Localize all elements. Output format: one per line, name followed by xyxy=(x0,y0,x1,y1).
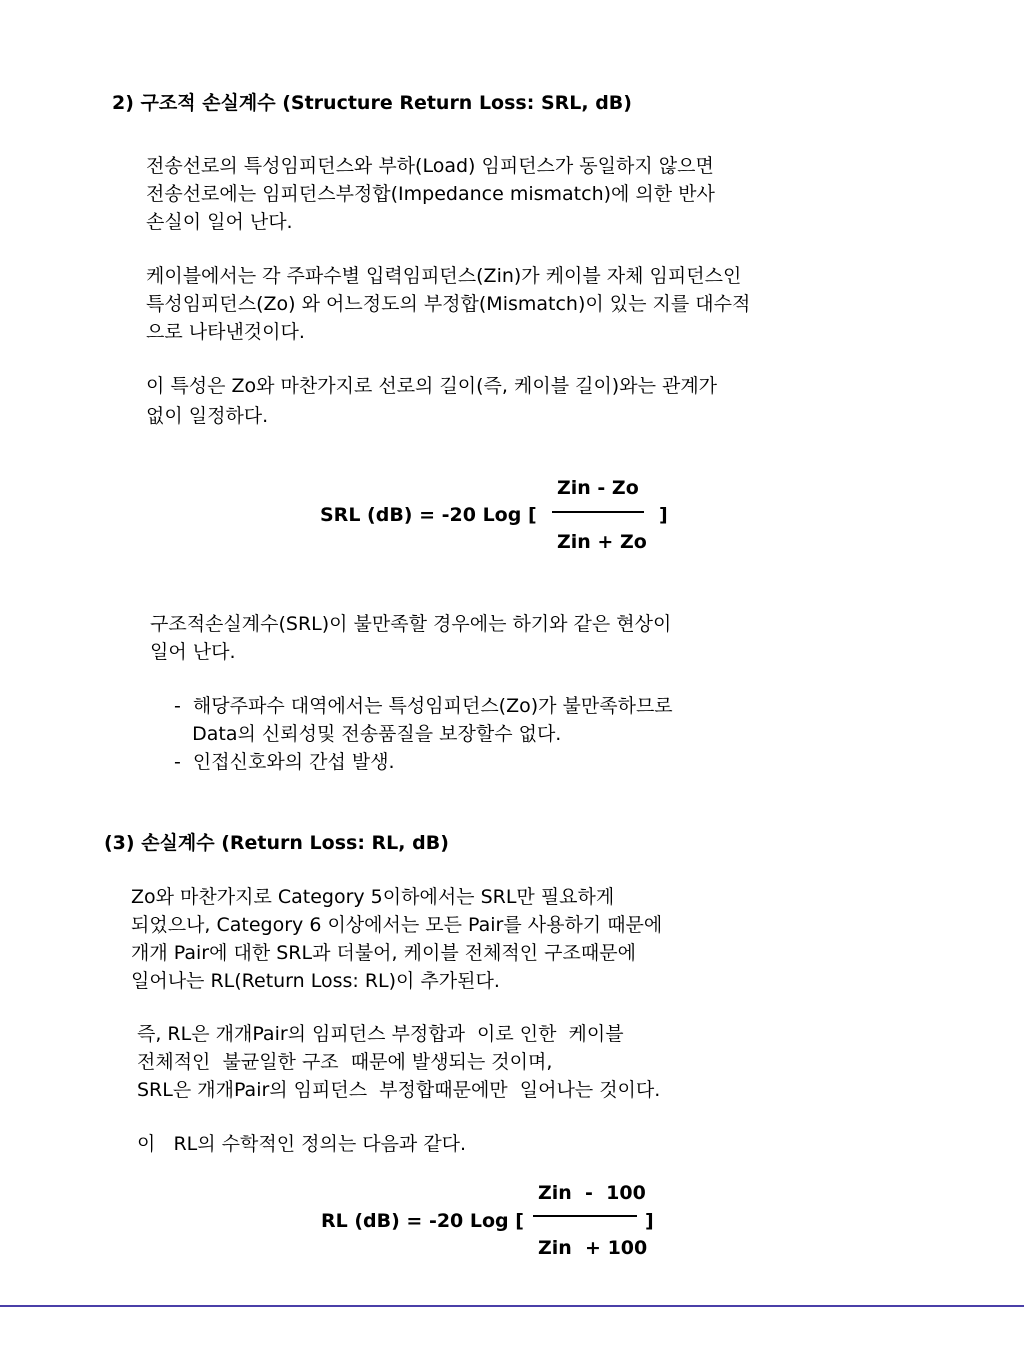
paragraph-line: 일어 난다. xyxy=(150,641,236,663)
paragraph-line: 구조적손실계수(SRL)이 불만족할 경우에는 하기와 같은 현상이 xyxy=(150,613,672,635)
bullet-item: - 인접신호와의 간섭 발생. xyxy=(174,751,395,773)
paragraph-line: 없이 일정하다. xyxy=(146,405,269,427)
formula-denominator: Zin + 100 xyxy=(538,1237,648,1259)
fraction-bar xyxy=(533,1215,637,1217)
paragraph-line: 되었으나, Category 6 이상에서는 모든 Pair를 사용하기 때문에 xyxy=(131,914,663,936)
paragraph-line: Zo와 마찬가지로 Category 5이하에서는 SRL만 필요하게 xyxy=(131,886,615,908)
paragraph-line: 전체적인 불균일한 구조 때문에 발생되는 것이며, xyxy=(137,1051,553,1073)
paragraph-line: 손실이 일어 난다. xyxy=(146,211,293,233)
formula-numerator: Zin - Zo xyxy=(557,477,639,499)
paragraph-line: 개개 Pair에 대한 SRL과 더불어, 케이블 전체적인 구조때문에 xyxy=(131,942,636,964)
bullet-item: - 해당주파수 대역에서는 특성임피던스(Zo)가 불만족하므로 xyxy=(174,695,673,717)
paragraph-line: 특성임피던스(Zo) 와 어느정도의 부정합(Mismatch)이 있는 지를 대수적 xyxy=(146,293,751,315)
paragraph-line: 전송선로의 특성임피던스와 부하(Load) 임피던스가 동일하지 않으면 xyxy=(146,155,714,177)
paragraph-line: 즉, RL은 개개Pair의 임피던스 부정합과 이로 인한 케이블 xyxy=(137,1023,624,1045)
paragraph-line: 일어나는 RL(Return Loss: RL)이 추가된다. xyxy=(131,970,500,992)
footer-rule xyxy=(0,1305,1024,1307)
paragraph-line: 전송선로에는 임피던스부정합(Impedance mismatch)에 의한 반사 xyxy=(146,183,715,205)
formula-numerator: Zin - 100 xyxy=(538,1182,646,1204)
bullet-item: Data의 신뢰성및 전송품질을 보장할수 없다. xyxy=(174,723,562,745)
paragraph-line: 으로 나타낸것이다. xyxy=(146,321,305,343)
paragraph-line: SRL은 개개Pair의 임피던스 부정합때문에만 일어나는 것이다. xyxy=(137,1079,661,1101)
formula-close-bracket: ] xyxy=(645,1210,654,1232)
section-3-heading: (3) 손실계수 (Return Loss: RL, dB) xyxy=(104,832,449,854)
paragraph-line: 이 특성은 Zo와 마찬가지로 선로의 길이(즉, 케이블 길이)와는 관계가 xyxy=(146,375,718,397)
fraction-bar xyxy=(552,511,644,513)
formula-close-bracket: ] xyxy=(659,504,668,526)
paragraph-line: 이 RL의 수학적인 정의는 다음과 같다. xyxy=(137,1133,467,1155)
section-2-heading: 2) 구조적 손실계수 (Structure Return Loss: SRL, dB) xyxy=(112,92,632,114)
formula-lhs: SRL (dB) = -20 Log [ xyxy=(320,504,537,526)
formula-lhs: RL (dB) = -20 Log [ xyxy=(321,1210,524,1232)
paragraph-line: 케이블에서는 각 주파수별 입력임피던스(Zin)가 케이블 자체 임피던스인 xyxy=(146,265,742,287)
formula-denominator: Zin + Zo xyxy=(557,531,647,553)
